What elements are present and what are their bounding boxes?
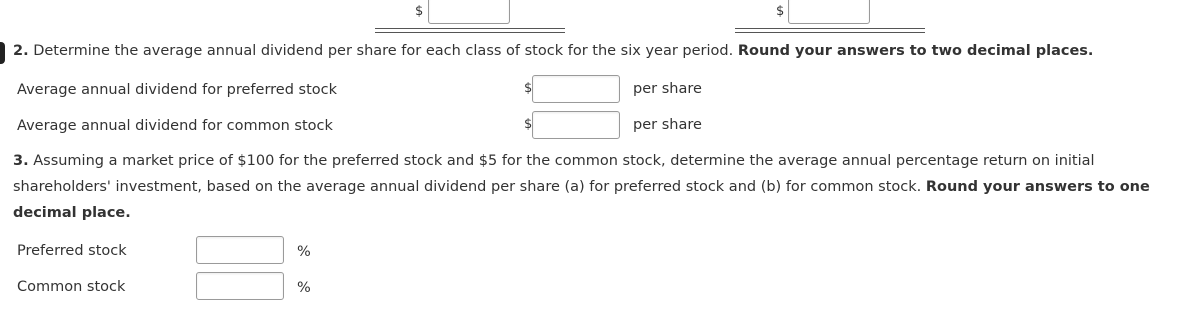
question-body: Assuming a market price of $100 for the preferred stock and $5 for the common stock, determine the average annual percentage return on initial shareholders' investment, based on the average annual dividend per share (a) for preferred stock and (b) for common stock. (13, 153, 1095, 195)
top-answer-input-2[interactable] (788, 0, 870, 24)
common-dividend-label: Average annual dividend for common stock (17, 118, 333, 134)
preferred-dividend-label: Average annual dividend for preferred stock (17, 82, 338, 98)
rounding-instruction: Round your answers to two decimal places. (737, 43, 1094, 59)
percent-sign: % (297, 244, 311, 260)
currency-symbol: $ (524, 81, 533, 96)
common-return-label: Common stock (17, 279, 126, 295)
unit-label: per share (633, 117, 702, 133)
preferred-return-input[interactable] (196, 236, 284, 264)
question-body: Determine the average annual dividend per share for each class of stock for the six year period. (33, 43, 734, 59)
question-marker (0, 42, 5, 64)
common-return-input[interactable] (196, 272, 284, 300)
unit-label: per share (633, 81, 702, 97)
preferred-return-label: Preferred stock (17, 243, 127, 259)
question-number: 3. (13, 153, 29, 169)
preferred-dividend-input[interactable] (532, 75, 620, 103)
common-dividend-input[interactable] (532, 111, 620, 139)
question-number: 2. (13, 43, 29, 59)
rounding-instruction: Round your answers to one decimal place. (13, 179, 1150, 221)
percent-sign: % (297, 280, 311, 296)
currency-symbol: $ (776, 4, 785, 19)
question-3-text (13, 148, 1183, 226)
double-underline (735, 28, 925, 33)
currency-symbol: $ (415, 4, 424, 19)
currency-symbol: $ (524, 117, 533, 132)
double-underline (375, 28, 565, 33)
top-answer-input-1[interactable] (428, 0, 510, 24)
question-2-text (13, 38, 1183, 64)
